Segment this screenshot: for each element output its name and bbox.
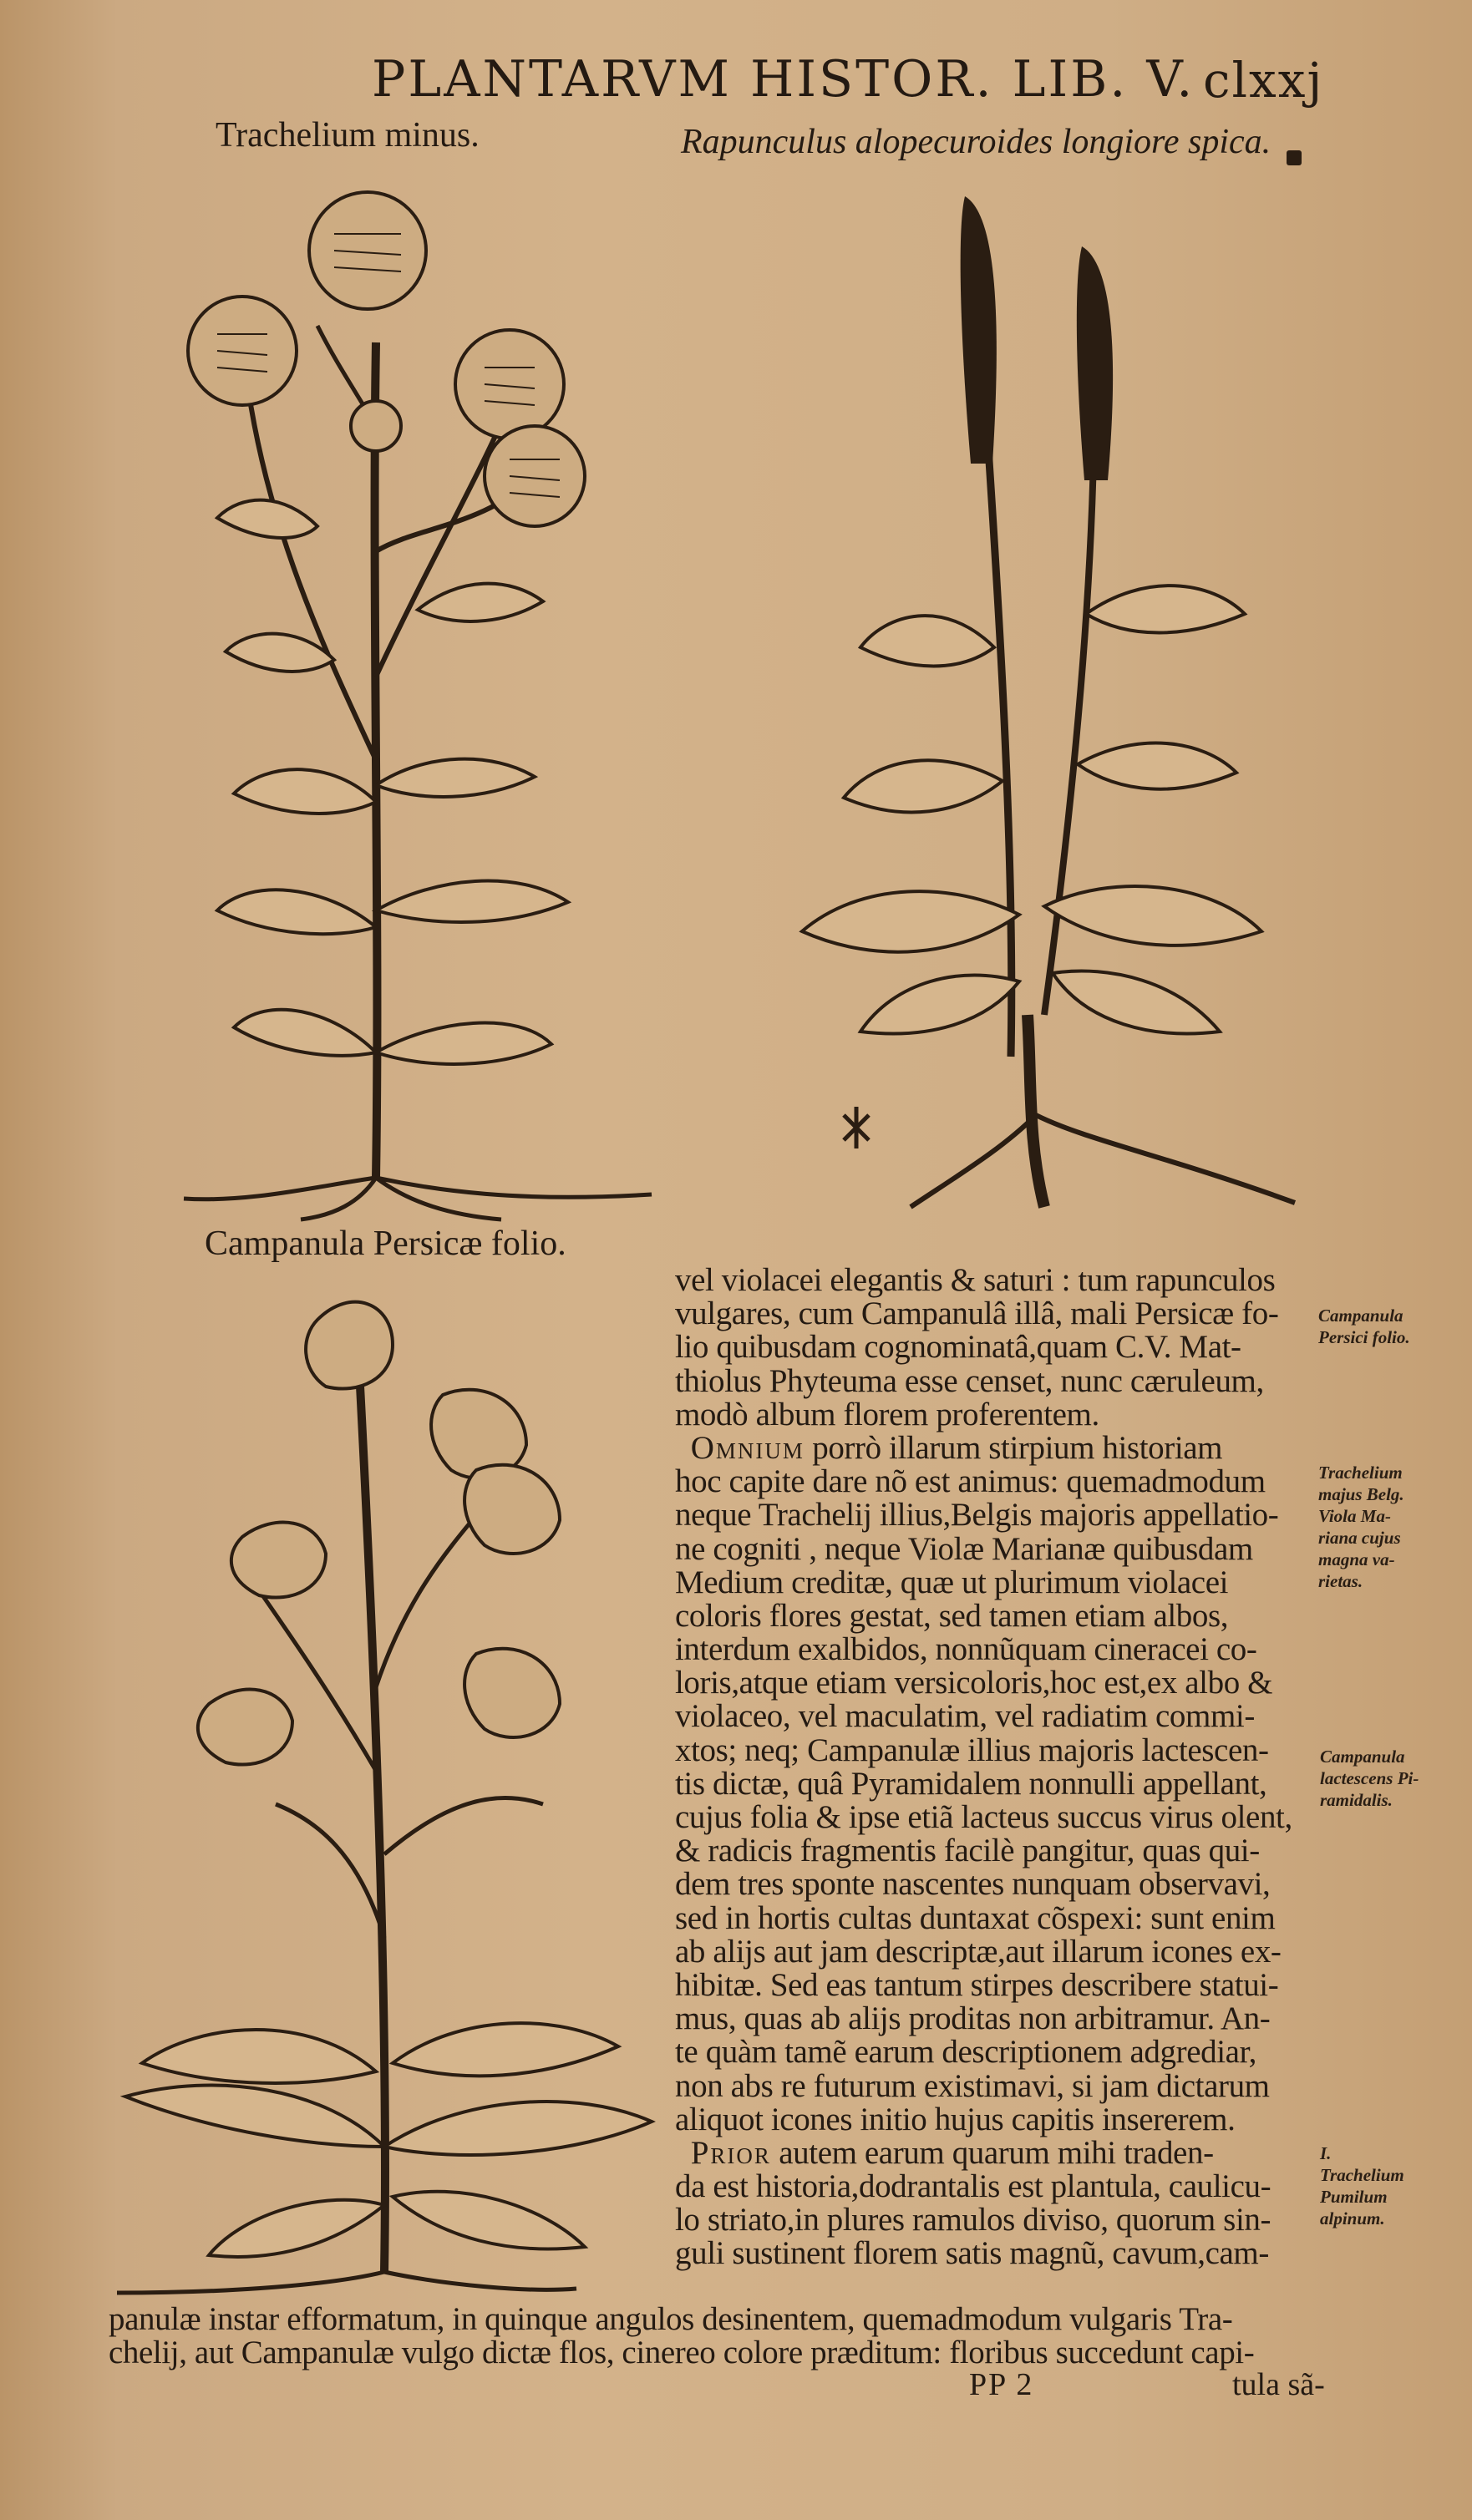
caption-campanula-persicae: Campanula Persicæ folio. <box>205 1225 566 1263</box>
text-line: ab alijs aut jam descriptæ,aut illarum icones ex- <box>675 1933 1282 1970</box>
caption-trachelium-minus: Trachelium minus. <box>216 116 480 155</box>
margin-note-line: alpinum. <box>1320 2208 1385 2228</box>
margin-note-campanula-persici <box>1318 1305 1410 1348</box>
text-line: lio quibusdam cognominatâ,quam C.V. Mat- <box>675 1329 1241 1366</box>
text-line: xtos; neq; Campanulæ illius majoris lactescen- <box>675 1732 1269 1768</box>
margin-note-line: ramidalis. <box>1320 1790 1393 1810</box>
text-line: neque Trachelij illius,Belgis majoris appellatio- <box>675 1497 1279 1534</box>
paragraph-lead-word: Omnium <box>690 1429 805 1466</box>
margin-note-line: Trachelium <box>1318 1463 1403 1483</box>
woodcut-campanula <box>109 1270 660 2305</box>
text-line: guli sustinent florem satis magnũ, cavum,cam- <box>675 2235 1269 2272</box>
text-line: cujus folia & ipse etiã lacteus succus virus olent, <box>675 1799 1292 1835</box>
margin-note-line: Campanula <box>1320 1747 1405 1767</box>
margin-note-line: lactescens Pi- <box>1320 1768 1419 1788</box>
ink-blot <box>1287 150 1302 165</box>
margin-note-line: majus Belg. <box>1318 1484 1404 1504</box>
caption-rapunculus: Rapunculus alopecuroides longiore spica. <box>681 123 1272 161</box>
margin-note-trachelium-pumilum <box>1320 2142 1404 2229</box>
text-line: interdum exalbidos, nonnũquam cineracei co- <box>675 1631 1257 1668</box>
running-head: PLANTARVM HISTOR. LIB. V. <box>372 50 1195 109</box>
text-line: coloris flores gestat, sed tamen etiam albos, <box>675 1597 1229 1634</box>
margin-note-trachelium-majus <box>1318 1462 1404 1592</box>
woodcut-rapunculus <box>794 180 1312 1215</box>
margin-note-campanula-lactescens <box>1320 1746 1419 1811</box>
text-line: Medium creditæ, quæ ut plurimum violacei <box>675 1564 1229 1600</box>
text-line: aliquot icones initio hujus capitis insererem. <box>675 2101 1236 2137</box>
margin-note-line: Pumilum <box>1320 2187 1388 2207</box>
text-line: hoc capite dare nõ est animus: quemadmodum <box>675 1463 1266 1500</box>
text-line: da est historia,dodrantalis est plantula, caulicu- <box>675 2168 1272 2205</box>
margin-note-line: Viola Ma- <box>1318 1506 1391 1526</box>
text-column <box>675 1264 1333 2271</box>
margin-note-line: rietas. <box>1318 1571 1363 1591</box>
text-line: thiolus Phyteuma esse censet, nunc cæruleum, <box>675 1362 1264 1399</box>
signature-mark: PP 2 <box>969 2367 1034 2402</box>
text-line: vel violacei elegantis & saturi : tum rapunculos <box>675 1262 1276 1298</box>
woodcut-trachelium-minus <box>167 175 668 1219</box>
margin-note-line: Campanula <box>1318 1306 1403 1326</box>
text-line: dem tres sponte nascentes nunquam observavi, <box>675 1866 1271 1903</box>
text-line: tis dictæ, quâ Pyramidalem nonnulli appellant, <box>675 1765 1267 1802</box>
margin-note-line: magna va- <box>1318 1549 1395 1569</box>
margin-note-line: I. <box>1320 2143 1332 2163</box>
text-line: vulgares, cum Campanulâ illâ, mali Persicæ fo- <box>675 1295 1279 1332</box>
text-line: te quàm tamẽ earum descriptionem adgrediar, <box>675 2034 1256 2071</box>
text-line: chelij, aut Campanulæ vulgo dictæ flos, cinereo colore præditum: floribus succedunt capi- <box>109 2335 1255 2371</box>
catchword: tula sã- <box>1232 2367 1325 2402</box>
text-line: sed in hortis cultas duntaxat cõspexi: sunt enim <box>675 1899 1276 1936</box>
margin-note-line: Persici folio. <box>1318 1327 1410 1347</box>
text-line: non abs re futurum existimavi, si jam dictarum <box>675 2067 1270 2104</box>
text-line: modò album florem proferentem. <box>675 1396 1099 1432</box>
paragraph-lead-word: Prior <box>690 2134 771 2171</box>
text-line: lo striato,in plures ramulos diviso, quorum sin- <box>675 2202 1272 2239</box>
text-line: & radicis fragmentis facilè pangitur, quas qui- <box>675 1833 1260 1869</box>
text-line: panulæ instar efformatum, in quinque angulos desinentem, quemadmodum vulgaris Tra- <box>109 2301 1233 2337</box>
paragraph-text: porrò illarum stirpium historiam <box>804 1429 1223 1466</box>
folio-number: clxxj <box>1203 52 1324 109</box>
text-line: hibitæ. Sed eas tantum stirpes describere statui- <box>675 1966 1279 2003</box>
margin-note-line: riana cujus <box>1318 1528 1401 1548</box>
text-line: violaceo, vel maculatim, vel radiatim commi- <box>675 1698 1255 1735</box>
text-line: loris,atque etiam versicoloris,hoc est,ex albo & <box>675 1665 1273 1701</box>
paragraph-text: autem earum quarum mihi traden- <box>770 2134 1214 2171</box>
margin-note-line: Trachelium <box>1320 2165 1404 2185</box>
paragraph-opening <box>675 2134 1333 2171</box>
full-width-text <box>109 2303 1345 2370</box>
paragraph-opening <box>675 1429 1333 1466</box>
text-line: mus, quas ab alijs proditas non arbitramur. An- <box>675 2000 1271 2037</box>
text-line: ne cogniti , neque Violæ Marianæ quibusdam <box>675 1530 1253 1567</box>
